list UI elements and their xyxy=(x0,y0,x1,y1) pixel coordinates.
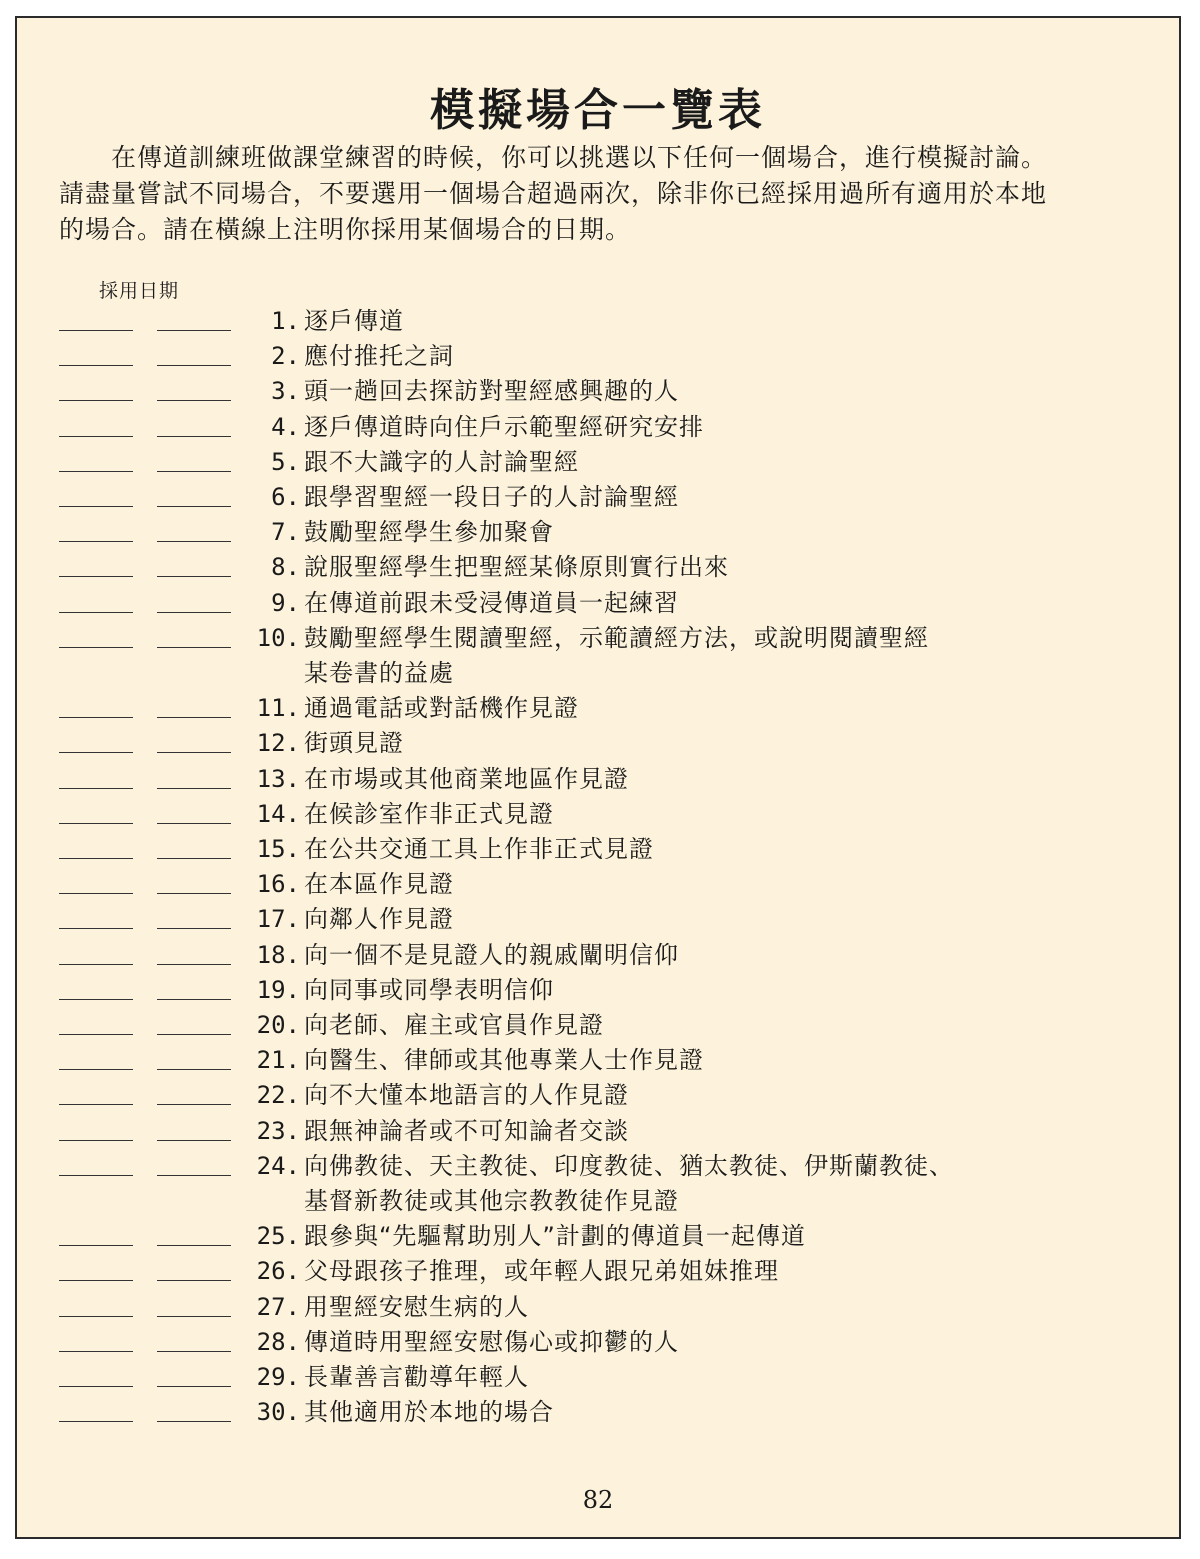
date-column-header: 採用日期 xyxy=(99,280,180,302)
date-blank-line-2[interactable] xyxy=(157,330,231,331)
date-blank-line-1[interactable] xyxy=(59,1104,133,1105)
scenario-item xyxy=(17,1219,1177,1254)
date-blank-line-2[interactable] xyxy=(157,1280,231,1281)
scenario-number: 20. xyxy=(256,1011,300,1039)
scenario-number: 10. xyxy=(256,623,300,652)
scenario-number: 24. xyxy=(256,1151,300,1180)
date-blank-line-1[interactable] xyxy=(59,471,133,472)
scenario-number: 26. xyxy=(256,1257,300,1286)
scenario-text: 長輩善言勸導年輕人 xyxy=(304,1363,529,1391)
scenario-text: 鼓勵聖經學生參加聚會 xyxy=(304,518,554,547)
scenario-text: 跟參與“先驅幫助別人”計劃的傳道員一起傳道 xyxy=(304,1222,806,1251)
date-blank-line-2[interactable] xyxy=(157,1386,231,1387)
date-blank-line-1[interactable] xyxy=(59,365,133,366)
scenario-number: 2. xyxy=(271,342,300,371)
date-blank-line-2[interactable] xyxy=(157,999,231,1000)
scenario-text: 應付推托之詞 xyxy=(304,342,454,371)
date-blank-line-1[interactable] xyxy=(59,400,133,401)
date-blank-line-1[interactable] xyxy=(59,717,133,718)
date-blank-line-1[interactable] xyxy=(59,999,133,1000)
scenario-item xyxy=(17,1008,1177,1043)
scenario-text: 用聖經安慰生病的人 xyxy=(304,1292,529,1321)
date-blank-line-2[interactable] xyxy=(157,928,231,929)
scenario-text: 在候診室作非正式見證 xyxy=(304,799,554,828)
scenario-number: 25. xyxy=(256,1222,300,1251)
scenario-text: 向同事或同學表明信仰 xyxy=(304,975,554,1004)
date-blank-line-1[interactable] xyxy=(59,576,133,577)
scenario-number: 13. xyxy=(256,764,300,793)
scenario-number: 21. xyxy=(256,1046,300,1075)
date-blank-line-2[interactable] xyxy=(157,1245,231,1246)
date-blank-line-2[interactable] xyxy=(157,1034,231,1035)
scenario-text: 逐戶傳道時向住戶示範聖經研究安排 xyxy=(304,412,704,441)
scenario-item xyxy=(17,515,1177,550)
page-frame xyxy=(15,16,1181,1539)
scenario-text: 街頭見證 xyxy=(304,729,404,758)
scenario-item xyxy=(17,1360,1177,1395)
date-blank-line-2[interactable] xyxy=(157,436,231,437)
date-blank-line-2[interactable] xyxy=(157,1421,231,1422)
date-blank-line-2[interactable] xyxy=(157,1351,231,1352)
scenario-text: 在市場或其他商業地區作見證 xyxy=(304,764,629,793)
scenario-text: 在傳道前跟未受浸傳道員一起練習 xyxy=(304,588,679,617)
date-blank-line-1[interactable] xyxy=(59,1351,133,1352)
scenario-item xyxy=(17,304,1177,339)
scenario-item xyxy=(17,1254,1177,1289)
scenario-number: 29. xyxy=(256,1363,300,1391)
scenario-item xyxy=(17,902,1177,937)
date-blank-line-2[interactable] xyxy=(157,506,231,507)
scenario-number: 6. xyxy=(271,483,300,511)
scenario-item xyxy=(17,586,1177,621)
scenario-item xyxy=(17,867,1177,902)
date-blank-line-2[interactable] xyxy=(157,576,231,577)
scenario-text: 向醫生、律師或其他專業人士作見證 xyxy=(304,1046,704,1075)
date-blank-line-2[interactable] xyxy=(157,365,231,366)
date-blank-line-2[interactable] xyxy=(157,893,231,894)
scenario-item xyxy=(17,1078,1177,1113)
scenario-number: 11. xyxy=(256,694,300,723)
scenario-text: 向鄰人作見證 xyxy=(304,905,454,934)
scenario-item xyxy=(17,445,1177,480)
date-blank-line-2[interactable] xyxy=(157,1175,231,1176)
date-blank-line-1[interactable] xyxy=(59,1421,133,1422)
date-blank-line-1[interactable] xyxy=(59,647,133,648)
scenario-item xyxy=(17,938,1177,973)
date-blank-line-1[interactable] xyxy=(59,893,133,894)
date-blank-line-2[interactable] xyxy=(157,612,231,613)
scenario-text: 跟學習聖經一段日子的人討論聖經 xyxy=(304,483,679,511)
intro-line-3: 的場合。請在橫線上注明你採用某個場合的日期。 xyxy=(59,215,632,244)
date-blank-line-2[interactable] xyxy=(157,752,231,753)
date-blank-line-1[interactable] xyxy=(59,752,133,753)
intro-line-1: 在傳道訓練班做課堂練習的時候，你可以挑選以下任何一個場合，進行模擬討論。 xyxy=(111,143,1048,172)
scenario-text: 鼓勵聖經學生閱讀聖經，示範讀經方法，或說明閱讀聖經 xyxy=(304,623,929,652)
date-blank-line-1[interactable] xyxy=(59,1175,133,1176)
date-blank-line-2[interactable] xyxy=(157,717,231,718)
scenario-number: 1. xyxy=(271,307,300,335)
date-blank-line-1[interactable] xyxy=(59,858,133,859)
date-blank-line-2[interactable] xyxy=(157,1316,231,1317)
scenario-text: 說服聖經學生把聖經某條原則實行出來 xyxy=(304,553,729,582)
scenario-item xyxy=(17,1290,1177,1325)
scenario-number: 23. xyxy=(256,1116,300,1145)
scenario-item xyxy=(17,550,1177,585)
scenario-item-continuation xyxy=(17,1184,1177,1219)
scenario-text: 傳道時用聖經安慰傷心或抑鬱的人 xyxy=(304,1327,679,1356)
date-blank-line-1[interactable] xyxy=(59,1034,133,1035)
date-blank-line-1[interactable] xyxy=(59,788,133,789)
date-blank-line-2[interactable] xyxy=(157,788,231,789)
date-blank-line-1[interactable] xyxy=(59,506,133,507)
scenario-text-continuation: 某卷書的益處 xyxy=(304,659,454,687)
scenario-item xyxy=(17,410,1177,445)
scenario-number: 14. xyxy=(256,799,300,828)
date-blank-line-1[interactable] xyxy=(59,612,133,613)
scenario-number: 18. xyxy=(256,940,300,969)
scenario-item xyxy=(17,762,1177,797)
scenario-number: 3. xyxy=(271,377,300,406)
scenario-text: 在公共交通工具上作非正式見證 xyxy=(304,835,654,863)
scenario-text: 向一個不是見證人的親戚闡明信仰 xyxy=(304,940,679,969)
scenario-number: 8. xyxy=(271,553,300,582)
date-blank-line-1[interactable] xyxy=(59,1069,133,1070)
date-blank-line-1[interactable] xyxy=(59,823,133,824)
scenario-item xyxy=(17,691,1177,726)
scenario-text: 父母跟孩子推理，或年輕人跟兄弟姐妹推理 xyxy=(304,1257,779,1286)
date-blank-line-2[interactable] xyxy=(157,541,231,542)
scenario-text: 通過電話或對話機作見證 xyxy=(304,694,579,723)
scenario-number: 5. xyxy=(271,447,300,476)
scenario-item xyxy=(17,374,1177,409)
scenario-number: 16. xyxy=(256,870,300,899)
scenario-text-continuation: 基督新教徒或其他宗教教徒作見證 xyxy=(304,1187,679,1215)
scenario-number: 28. xyxy=(256,1327,300,1356)
scenario-item xyxy=(17,726,1177,761)
date-blank-line-1[interactable] xyxy=(59,436,133,437)
scenario-item xyxy=(17,1395,1177,1430)
scenario-item xyxy=(17,621,1177,656)
date-blank-line-2[interactable] xyxy=(157,1069,231,1070)
date-blank-line-2[interactable] xyxy=(157,647,231,648)
scenario-text: 向佛教徒、天主教徒、印度教徒、猶太教徒、伊斯蘭教徒、 xyxy=(304,1151,954,1180)
scenario-item xyxy=(17,480,1177,515)
scenario-number: 30. xyxy=(256,1398,300,1427)
date-blank-line-1[interactable] xyxy=(59,541,133,542)
scenario-item-continuation xyxy=(17,656,1177,691)
page-title: 模擬場合一覽表 xyxy=(430,85,766,136)
date-blank-line-1[interactable] xyxy=(59,928,133,929)
date-blank-line-1[interactable] xyxy=(59,1386,133,1387)
date-blank-line-2[interactable] xyxy=(157,471,231,472)
scenario-number: 17. xyxy=(256,905,300,934)
date-blank-line-2[interactable] xyxy=(157,964,231,965)
scenario-number: 12. xyxy=(256,729,300,758)
date-blank-line-1[interactable] xyxy=(59,330,133,331)
scenario-text: 向不大懂本地語言的人作見證 xyxy=(304,1081,629,1110)
date-blank-line-2[interactable] xyxy=(157,1104,231,1105)
scenario-text: 跟不大識字的人討論聖經 xyxy=(304,447,579,476)
scenario-item xyxy=(17,1149,1177,1184)
date-blank-line-1[interactable] xyxy=(59,964,133,965)
date-blank-line-1[interactable] xyxy=(59,1245,133,1246)
date-blank-line-2[interactable] xyxy=(157,858,231,859)
scenario-number: 9. xyxy=(271,588,300,617)
scenario-number: 15. xyxy=(256,835,300,863)
scenario-text: 逐戶傳道 xyxy=(304,307,404,335)
scenario-text: 向老師、雇主或官員作見證 xyxy=(304,1011,604,1039)
scenario-text: 其他適用於本地的場合 xyxy=(304,1398,554,1427)
date-blank-line-2[interactable] xyxy=(157,823,231,824)
date-blank-line-2[interactable] xyxy=(157,1140,231,1141)
scenario-number: 7. xyxy=(271,518,300,547)
date-blank-line-1[interactable] xyxy=(59,1280,133,1281)
scenario-item xyxy=(17,1325,1177,1360)
scenario-text: 在本區作見證 xyxy=(304,870,454,899)
scenario-item xyxy=(17,1043,1177,1078)
scenario-number: 4. xyxy=(271,412,300,441)
scenario-item xyxy=(17,797,1177,832)
scenario-item xyxy=(17,973,1177,1008)
scenario-number: 19. xyxy=(256,975,300,1004)
scenario-text: 頭一趟回去探訪對聖經感興趣的人 xyxy=(304,377,679,406)
scenario-text: 跟無神論者或不可知論者交談 xyxy=(304,1116,629,1145)
scenario-number: 22. xyxy=(256,1081,300,1110)
intro-paragraph xyxy=(59,140,1159,248)
date-blank-line-2[interactable] xyxy=(157,400,231,401)
scenario-item xyxy=(17,832,1177,867)
scenario-number: 27. xyxy=(256,1292,300,1321)
date-blank-line-1[interactable] xyxy=(59,1140,133,1141)
date-blank-line-1[interactable] xyxy=(59,1316,133,1317)
intro-line-2: 請盡量嘗試不同場合，不要選用一個場合超過兩次，除非你已經採用過所有適用於本地 xyxy=(59,179,1048,208)
page-number: 82 xyxy=(582,1486,614,1514)
scenario-item xyxy=(17,1114,1177,1149)
scenario-item xyxy=(17,339,1177,374)
